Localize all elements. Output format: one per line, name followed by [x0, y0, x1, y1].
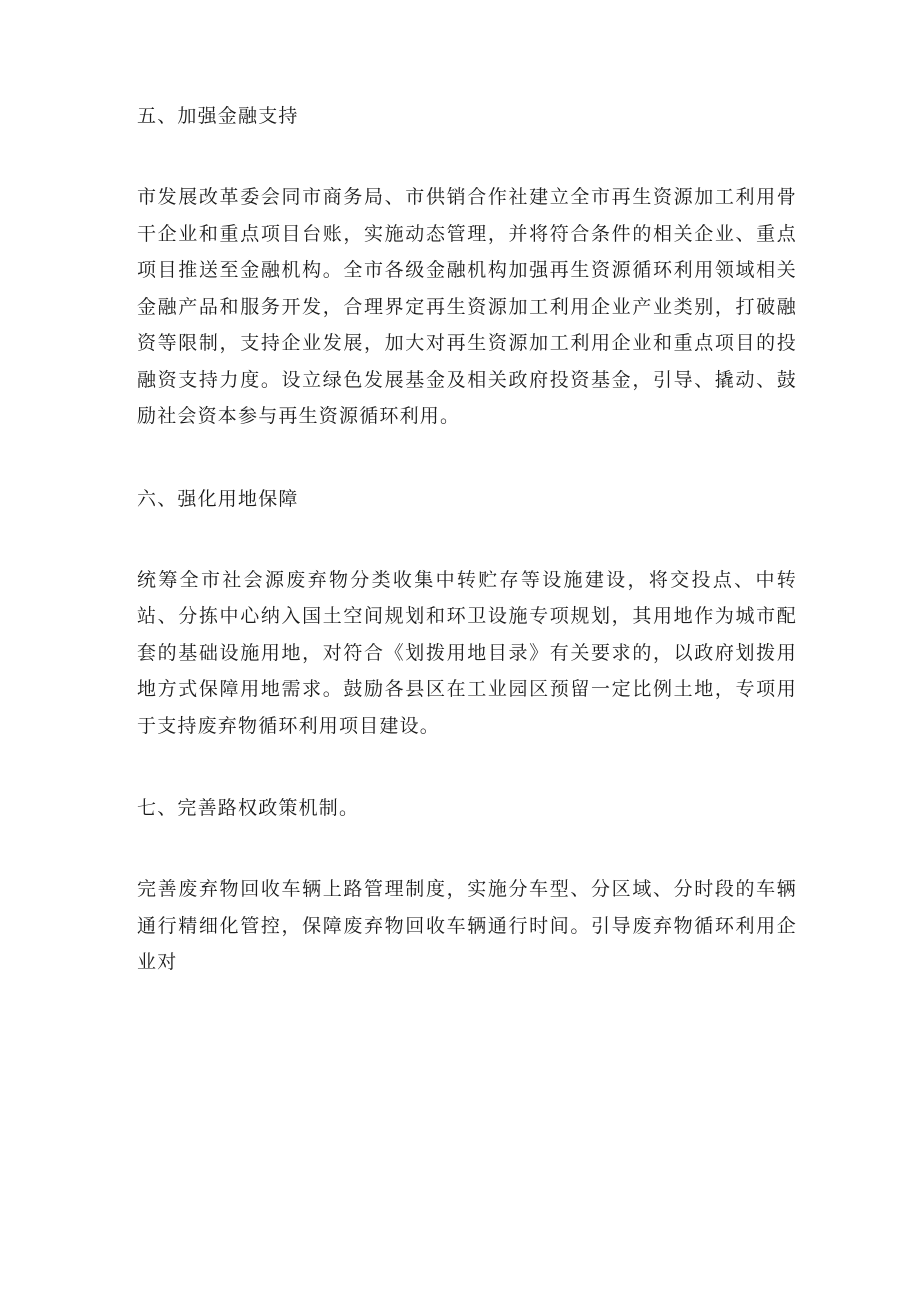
section-heading-land: 六、强化用地保障 — [137, 487, 299, 510]
section-body-road-rights: 完善废弃物回收车辆上路管理制度，实施分车型、分区域、分时段的车辆通行精细化管控，保障废弃物回收车辆通行时间。引导废弃物循环利用企业对 — [137, 878, 797, 973]
document-content — [137, 98, 797, 981]
section-body-land: 统筹全市社会源废弃物分类收集中转贮存等设施建设，将交投点、中转站、分拣中心纳入国土空间规划和环卫设施专项规划，其用地作为城市配套的基础设施用地，对符合《划拨用地目录》有关要求的，以政府划拨用地方式保障用地需求。鼓励各县区在工业园区预留一定比例土地，专项用于支持废弃物循环利用项目建设。 — [137, 568, 797, 737]
section-heading-road-rights: 七、完善路权政策机制。 — [137, 797, 360, 819]
section-heading-finance: 五、加强金融支持 — [137, 105, 299, 127]
section-body-finance: 市发展改革委会同市商务局、市供销合作社建立全市再生资源加工利用骨干企业和重点项目台账，实施动态管理，并将符合条件的相关企业、重点项目推送至金融机构。全市各级金融机构加强再生资源循环利用领域相关金融产品和服务开发，合理界定再生资源加工利用企业产业类别，打破融资等限制，支持企业发展，加大对再生资源加工利用企业和重点项目的投融资支持力度。设立绿色发展基金及相关政府投资基金，引导、撬动、鼓励社会资本参与再生资源循环利用。 — [137, 186, 797, 427]
